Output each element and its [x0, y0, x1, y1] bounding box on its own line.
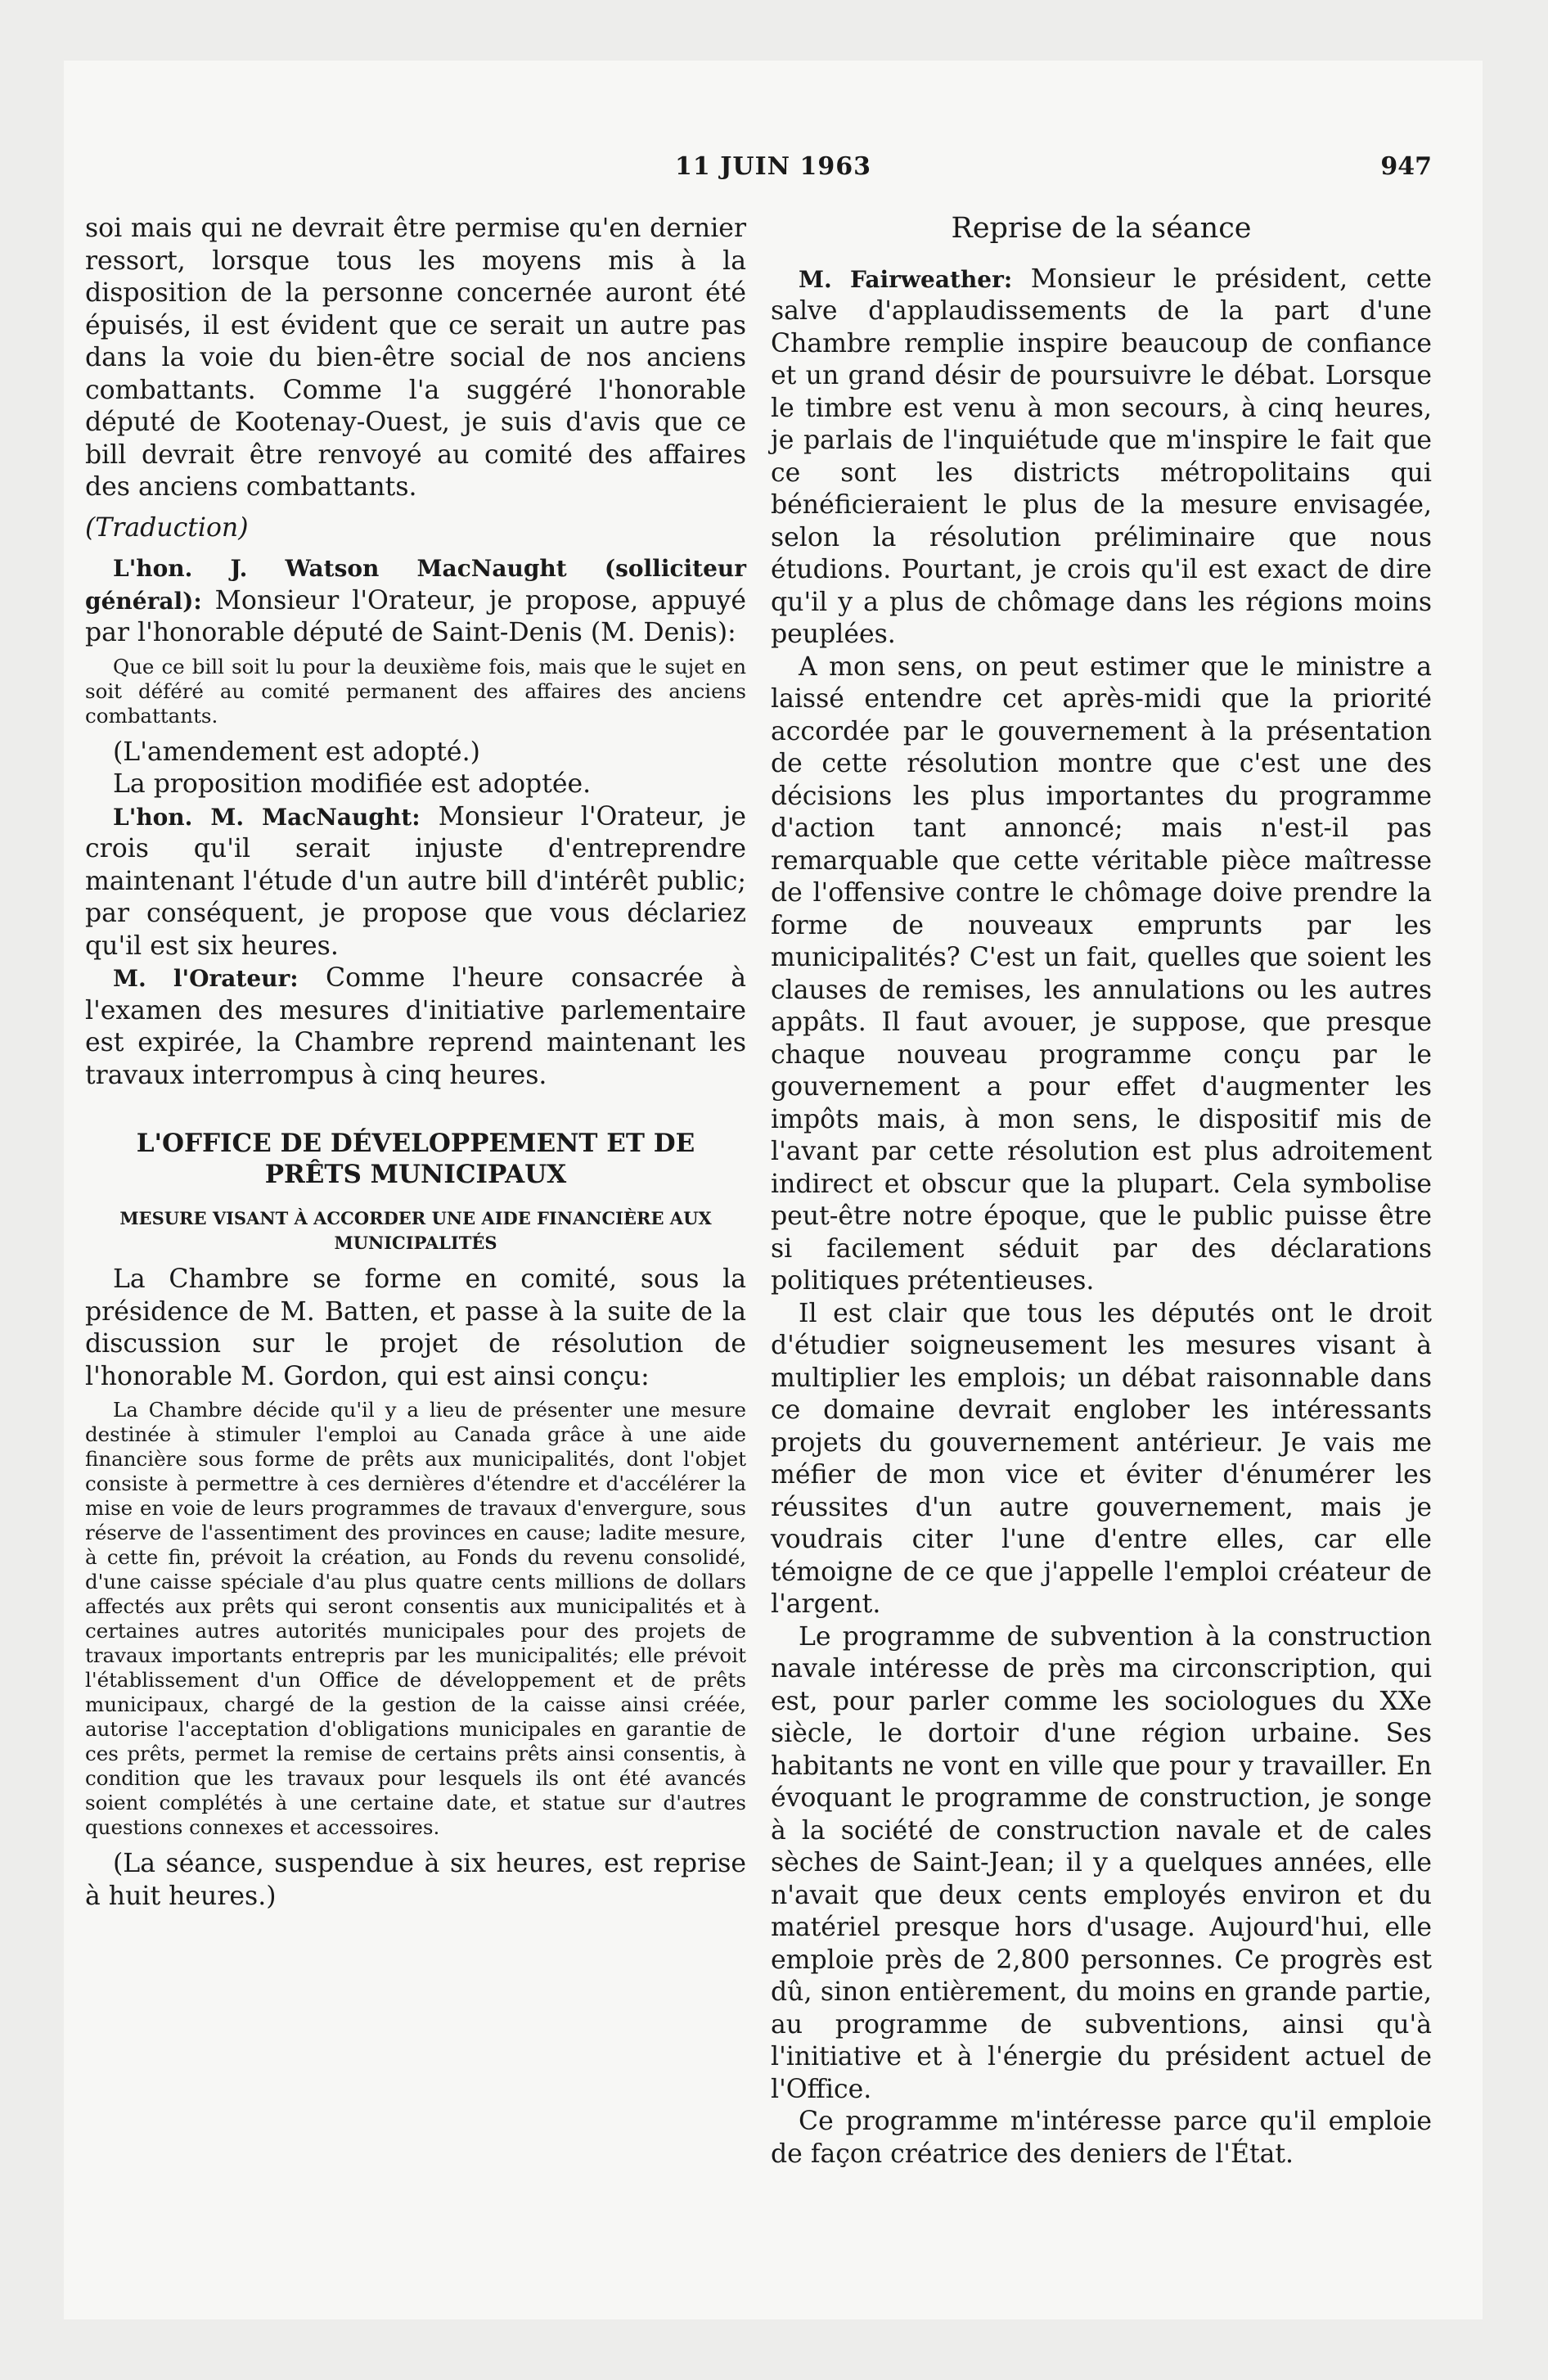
paragraph: [85, 552, 746, 650]
paragraph: Ce programme m'intéresse parce qu'il emploie de façon créatrice des deniers de l'État.: [771, 2107, 1432, 2169]
speaker-name: M. Fairweather:: [799, 265, 1013, 293]
paragraph: (La séance, suspendue à six heures, est reprise à huit heures.): [85, 1849, 746, 1911]
speech-text: Monsieur le président, cette salve d'applaudissements de la part d'une Chambre remplie inspire beaucoup de confiance et un grand désir de poursuivre le débat. Lorsque le timbre est venu à mon secours, à cinq heures, je parlais de l'inquiétude que m'inspire le fait que ce sont les districts métropolitains qui bénéficieraient le plus de la mesure envisagée, selon la résolution préliminaire que nous étudions. Pourtant, je crois qu'il est exact de dire qu'il y a plus de chômage dans les régions moins peuplées.: [771, 264, 1432, 649]
paragraph: (L'amendement est adopté.): [113, 737, 480, 767]
paragraph: soi mais qui ne devrait être permise qu'en dernier ressort, lorsque tous les moyens mis à la disposition de la personne concernée auront été épuisés, il est évident que ce serait un autre pas dans la voie du bien-être social de nos anciens combattants. Comme l'a suggéré l'honorable député de Kootenay-Ouest, je suis d'avis que ce bill devrait être renvoyé au comité des affaires des anciens combattants.: [85, 214, 746, 502]
speech-text: Monsieur l'Orateur, je propose, appuyé par l'honorable député de Saint-Denis (M. Denis):: [85, 585, 746, 647]
paragraph: [771, 264, 1432, 651]
section-title: L'OFFICE DE DÉVELOPPEMENT ET DE PRÊTS MUNICIPAUX: [136, 1129, 695, 1189]
right-column: [771, 213, 1432, 2170]
paragraph: La proposition modifiée est adoptée.: [113, 769, 592, 799]
speaker-name: L'hon. J. Watson MacNaught (solliciteur général):: [85, 555, 746, 615]
paragraph: La Chambre se forme en comité, sous la présidence de M. Batten, et passe à la suite de la discussion sur le projet de résolution de l'honorable M. Gordon, qui est ainsi conçu:: [85, 1264, 746, 1391]
section-subtitle: MESURE VISANT À ACCORDER UNE AIDE FINANCIÈRE AUX MUNICIPALITÉS: [119, 1208, 712, 1253]
page-header: [64, 152, 1483, 185]
speaker-name: M. l'Orateur:: [113, 965, 299, 992]
traduction-note: (Traduction): [85, 512, 249, 543]
header-page-number: 947: [1380, 152, 1432, 181]
document-page: [64, 61, 1483, 2319]
speech-text: Comme l'heure consacrée à l'examen des mesures d'initiative parlementaire est expirée, la Chambre reprend maintenant les travaux interrompus à cinq heures.: [85, 963, 746, 1090]
paragraph: [85, 962, 746, 1092]
paragraph: [85, 801, 746, 963]
paragraph: Il est clair que tous les députés ont le droit d'étudier soigneusement les mesures visant à multiplier les emplois; un débat raisonnable dans ce domaine devrait englober les intéressants projets du gouvernement antérieur. Je vais me méfier de mon vice et éviter d'énumérer les réussites d'un autre gouvernement, mais je voudrais citer l'une d'entre elles, car elle témoigne de ce que j'appelle l'emploi créateur de l'argent.: [771, 1298, 1432, 1619]
speech-text: Monsieur l'Orateur, je crois qu'il serait injuste d'entreprendre maintenant l'étude d'un autre bill d'intérêt public; par conséquent, je propose que vous déclariez qu'il est six heures.: [85, 801, 746, 961]
paragraph: A mon sens, on peut estimer que le ministre a laissé entendre cet après-midi que la priorité accordée par le gouvernement à la présentation de cette résolution montre que c'est une des décisions les plus importantes du programme d'action tant annoncé; mais n'est-il pas remarquable que cette véritable pièce maîtresse de l'offensive contre le chômage doive prendre la forme de nouveaux emprunts par les municipalités? C'est un fait, quelles que soient les clauses de remises, les annulations ou les autres appâts. Il faut avouer, je suppose, que presque chaque nouveau programme conçu par le gouvernement a pour effet d'augmenter les impôts mais, à mon sens, le dispositif mis de l'avant par cette résolution est plus adroitement indirect et obscur que la plupart. Cela symbolise peut-être notre époque, que le public puisse être si facilement séduit par des déclarations politiques prétentieuses.: [771, 651, 1432, 1296]
header-date: 11 JUIN 1963: [675, 152, 871, 181]
quoted-motion: Que ce bill soit lu pour la deuxième fois, mais que le sujet en soit déféré au comité permanent des affaires des anciens combattants.: [85, 654, 746, 728]
left-column: [85, 213, 746, 1913]
section-heading: Reprise de la séance: [951, 212, 1252, 245]
paragraph: Le programme de subvention à la construction navale intéresse de près ma circonscription, qui est, pour parler comme les sociologues du XXe siècle, le dortoir d'une région urbaine. Ses habitants ne vont en ville que pour y travailler. En évoquant le programme de construction, je songe à la société de construction navale et de cales sèches de Saint-Jean; il y a quelques années, elle n'avait que deux cents employés environ et du matériel presque hors d'usage. Aujourd'hui, elle emploie près de 2,800 personnes. Ce progrès est dû, sinon entièrement, du moins en grande partie, au programme de subventions, ainsi qu'à l'initiative et à l'énergie du président actuel de l'Office.: [771, 1621, 1432, 2104]
speaker-name: L'hon. M. MacNaught:: [113, 803, 421, 831]
resolution-text: La Chambre décide qu'il y a lieu de présenter une mesure destinée à stimuler l'emploi au Canada grâce à une aide financière sous forme de prêts aux municipalités, dont l'objet consiste à permettre à ces dernières d'étendre et d'accélérer la mise en voie de leurs programmes de travaux d'envergure, sous réserve de l'assentiment des provinces en cause; ladite mesure, à cette fin, prévoit la création, au Fonds du revenu consolidé, d'une caisse spéciale d'au plus quatre cents millions de dollars affectés aux prêts qui seront consentis aux municipalités et à certaines autres autorités municipales pour des projets de travaux importants entrepris par les municipalités; elle prévoit l'établissement d'un Office de développement et de prêts municipaux, chargé de la gestion de la caisse ainsi créée, autorise l'acceptation d'obligations municipales en garantie de ces prêts, permet la remise de certains prêts ainsi consentis, à condition que les travaux pour lesquels ils ont été avancés soient complétés à une certaine date, et statue sur d'autres questions connexes et accessoires.: [85, 1398, 746, 1839]
